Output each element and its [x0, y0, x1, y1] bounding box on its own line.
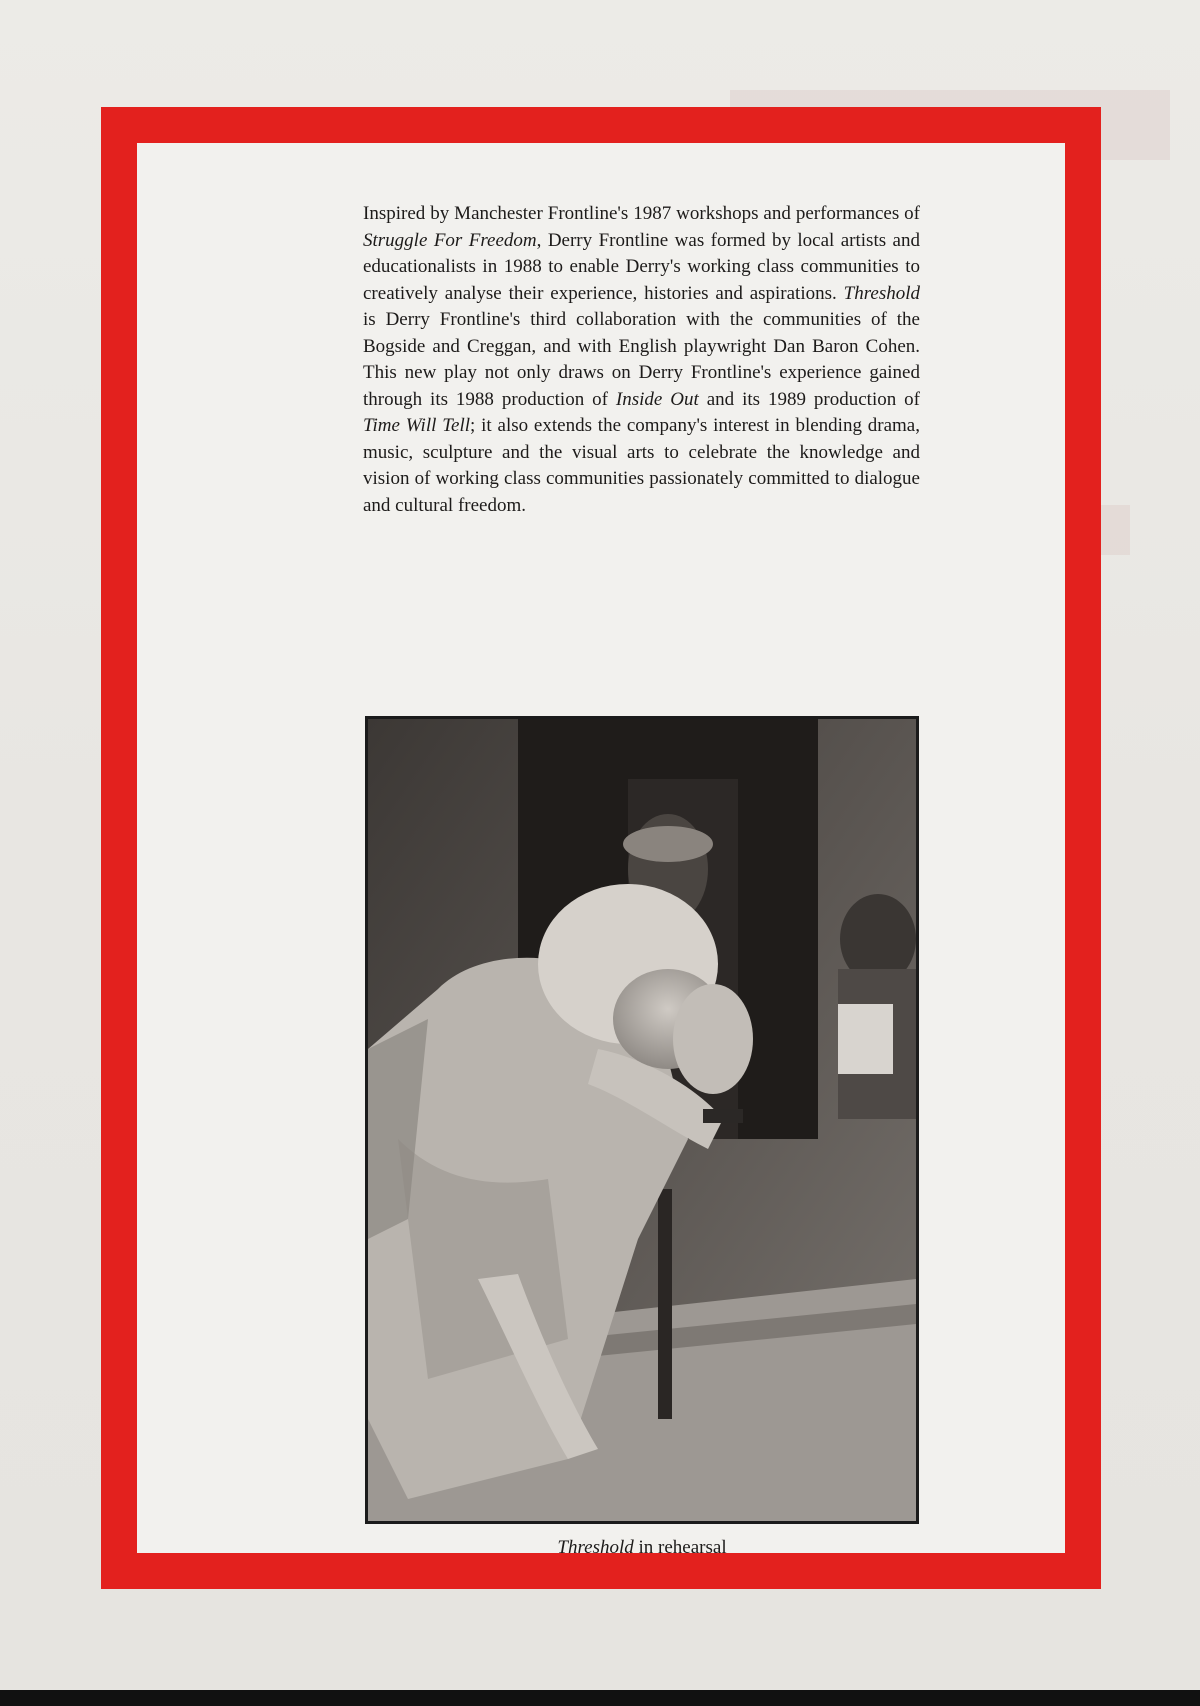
- scan-edge: [0, 1690, 1200, 1706]
- text-run: , Derry Frontline was formed by local artists and educationalists in 1988 to enable Derry's working class communities to creatively analyse their experience, histories and aspirations.: [363, 229, 920, 304]
- play-title: Threshold: [843, 282, 920, 304]
- caption-title: Threshold: [557, 1537, 634, 1558]
- text-run: ; it also extends the company's interest in blending drama, music, sculpture and the visual arts to celebrate the knowledge and vision of working class communities passionately committed to dialogue and cultural freedom.: [363, 415, 920, 516]
- play-title: Time Will Tell: [363, 415, 471, 436]
- intro-paragraph: [363, 201, 920, 519]
- play-title: Struggle For Freedom: [363, 229, 537, 251]
- rehearsal-photo: [365, 716, 919, 1524]
- play-title: Inside Out: [615, 388, 699, 410]
- photo-caption: [365, 1537, 919, 1559]
- text-run: Inspired by Manchester Frontline's 1987 workshops and performances of: [363, 203, 920, 224]
- caption-text: in rehearsal: [633, 1537, 727, 1558]
- text-run: and its 1989 production of: [698, 388, 921, 410]
- text-run: is Derry Frontline's third collaboration with the communities of the Bogside and Creggan, and with English playwright Dan Baron Cohen. This new play not only draws on Derry Frontline's experience gained through its 1988 production of: [363, 309, 920, 410]
- rehearsal-photo-image: [368, 719, 916, 1521]
- red-border-frame: [101, 107, 1101, 1589]
